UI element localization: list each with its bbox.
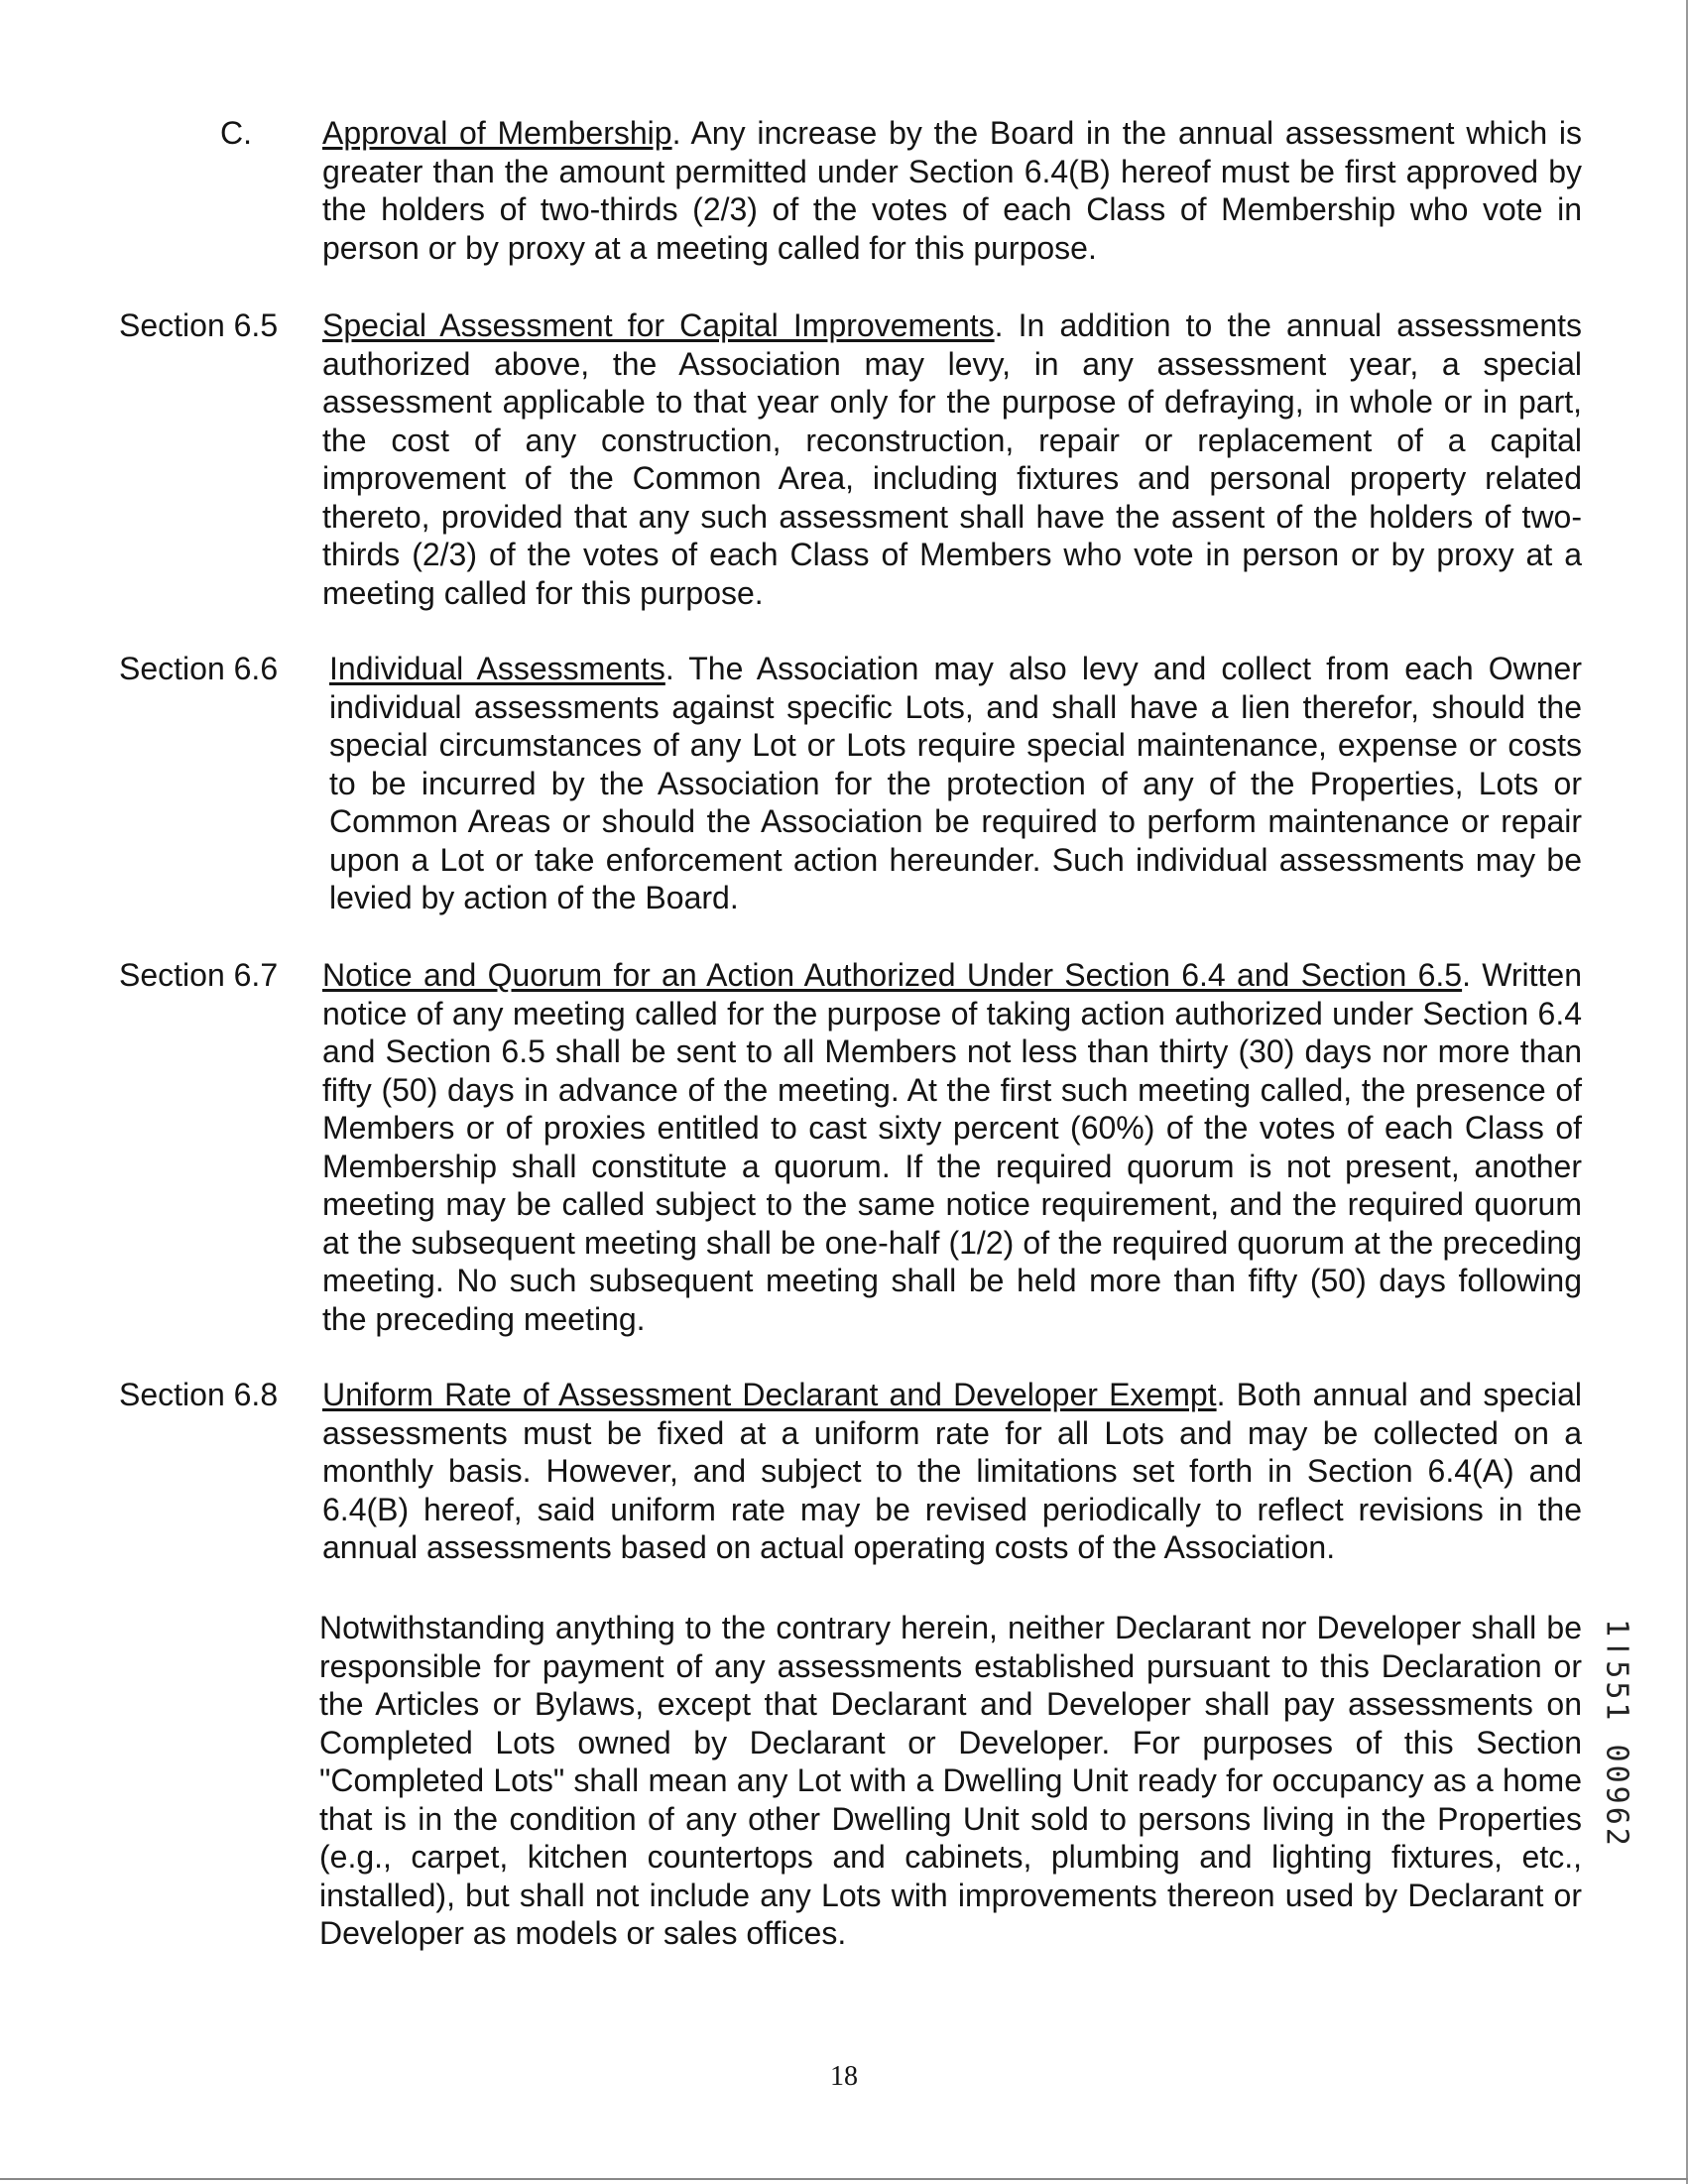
section-6-5	[119, 306, 1582, 612]
page-bottom-line	[0, 2178, 1688, 2180]
section-text: . The Association may also levy and collect from each Owner individual assessments against specific Lots, and shall have a lien therefor, should the special circumstances of any Lot or Lots require special maintenance, expense or costs to be incurred by the Association for the protection of any of the Properties, Lots or Common Areas or should the Association be required to perform maintenance or repair upon a Lot or take enforcement action hereunder. Such individual assessments may be levied by action of the Board.	[329, 651, 1583, 915]
section-heading: Approval of Membership	[322, 115, 672, 151]
section-text: . In addition to the annual assessments authorized above, the Association may levy, in any assessment year, a special assessment applicable to that year only for the purpose of defraying, in whole or in part, the cost of any construction, reconstruction, repair or replacement of a capital improvement of the Common Area, including fixtures and personal property related thereto, provided that any such assessment shall have the assent of the holders of two-thirds (2/3) of the votes of each Class of Members who vote in person or by proxy at a meeting called for this purpose.	[322, 307, 1582, 611]
section-6-8	[119, 1376, 1582, 1567]
section-heading: Uniform Rate of Assessment Declarant and Developer Exempt	[322, 1377, 1217, 1412]
section-body	[322, 306, 1582, 612]
section-label: Section 6.5	[119, 307, 279, 343]
closing-paragraph: Notwithstanding anything to the contrary herein, neither Declarant nor Developer shall be responsible for payment of any assessments established pursuant to this Declaration or the Articles or Bylaws, except that Declarant and Developer shall pay assessments on Completed Lots owned by Declarant or Developer. For purposes of this Section "Completed Lots" shall mean any Lot with a Dwelling Unit ready for occupancy as a home that is in the condition of any other Dwelling Unit sold to persons living in the Properties (e.g., carpet, kitchen countertops and cabinets, plumbing and lighting fixtures, etc., installed), but shall not include any Lots with improvements thereon used by Declarant or Developer as models or sales offices.	[319, 1610, 1582, 1951]
section-label: Section 6.7	[119, 957, 279, 993]
section-label: Section 6.6	[119, 651, 279, 686]
section-6-7	[119, 956, 1582, 1338]
section-label: Section 6.8	[119, 1377, 279, 1412]
section-heading: Notice and Quorum for an Action Authorized Under Section 6.4 and Section 6.5	[322, 957, 1463, 993]
recording-stamp	[1597, 1585, 1636, 1882]
section-body	[322, 956, 1582, 1338]
section-body	[322, 114, 1582, 267]
section-text: . Written notice of any meeting called for the purpose of taking action authorized under Section 6.4 and Section 6.5 shall be sent to all Members not less than thirty (30) days nor more than fifty (50) days in advance of the meeting. At the first such meeting called, the presence of Members or of proxies entitled to cast sixty percent (60%) of the votes of each Class of Membership shall constitute a quorum. If the required quorum is not present, another meeting may be called subject to the same notice requirement, and the required quorum at the subsequent meeting shall be one-half (1/2) of the required quorum at the preceding meeting. No such subsequent meeting shall be held more than fifty (50) days following the preceding meeting.	[322, 957, 1583, 1337]
section-heading: Individual Assessments	[329, 651, 665, 686]
stamp-text: 1ǀ551 00962	[1599, 1619, 1634, 1849]
section-body	[322, 1376, 1582, 1567]
section-text: . Both annual and special assessments must be fixed at a uniform rate for all Lots and may be collected on a monthly basis. However, and subject to the limitations set forth in Section 6.4(A) and 6.4(B) hereof, said uniform rate may be revised periodically to reflect revisions in the annual assessments based on actual operating costs of the Association.	[322, 1377, 1583, 1565]
section-heading: Special Assessment for Capital Improvements	[322, 307, 995, 343]
section-c	[119, 114, 1582, 267]
section-body	[329, 650, 1582, 917]
section-label: C.	[220, 115, 252, 151]
section-6-6	[119, 650, 1582, 917]
page-number: 18	[830, 2061, 858, 2092]
section-text: . Any increase by the Board in the annual assessment which is greater than the amount permitted under Section 6.4(B) hereof must be first approved by the holders of two-thirds (2/3) of the votes of each Class of Membership who vote in person or by proxy at a meeting called for this purpose.	[322, 115, 1583, 266]
